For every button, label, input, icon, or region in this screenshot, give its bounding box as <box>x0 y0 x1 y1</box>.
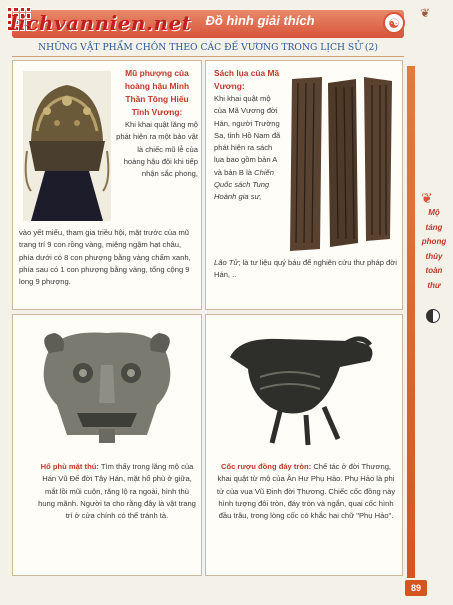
bronze-vessel-description: Chế tác ở đời Thương, khai quật từ mộ của Ân Hư Phụ Hảo. Phụ Hảo là phi tử của vua Vũ Đinh đời Thương. Chiếc cốc đồng này hình tượng đôi tròn, đáy tròn và ngắn, quai cốc hình đầu trâu, trong lòng cốc có khắc hai chữ "Phụ Hảo". <box>216 462 396 521</box>
crown-title: Mũ phượng của hoàng hậu Minh Thần Tông Hiếu Tĩnh Vương: <box>124 68 190 117</box>
silk-description-bottom: ; là tư liệu quý báu để nghiên cứu thư pháp đời Hán, .. <box>214 258 397 280</box>
yin-yang-icon: ☯ <box>383 12 405 34</box>
sidebar-label-line: thư <box>427 280 441 290</box>
crown-description-top: Khi khai quật lăng mộ phát hiện ra một bảo vật là chiếc mũ lễ của hoàng hậu đội khi tiếp nhận sắc phong, <box>116 120 198 179</box>
sidebar-label <box>420 206 448 293</box>
tiger-tally-description: Tìm thấy trong lăng mộ của Hán Vũ Đế đời Tây Hán, mặt hổ phù ở giữa, mắt lồi mũi cuộn, răng lộ ra ngoài, hình thù hung mãnh. Người ta cho rằng đây là vật trang trí ở cửa chính có thể tránh tà. <box>38 462 196 521</box>
sidebar-label-line: Mộ <box>428 208 440 217</box>
panel-tiger-tally <box>12 314 202 576</box>
sidebar-label-line: phong <box>421 237 447 246</box>
sidebar-label-line: thủy <box>425 251 443 261</box>
page-number: 89 <box>405 580 427 596</box>
silk-text-top <box>214 67 282 204</box>
silk-text-bottom <box>214 257 398 282</box>
page-heading: NHỮNG VẬT PHẨM CHÔN THEO CÁC ĐẾ VƯƠNG TRONG LỊCH SỬ (2) <box>38 42 378 53</box>
knot-ornament-icon: ❦ <box>421 190 433 206</box>
bronze-vessel-title: Cốc rượu đồng đáy tròn: <box>220 462 312 471</box>
sidebar-label-line: táng <box>425 222 443 232</box>
crown-description-bottom: vào yết miếu, tham gia triều hội, mặt trước của mũ trang trí 9 con rồng vàng, miệng ngậm hạt châu, phía dưới có 8 con phượng bằng vàng chấm xanh, phía sau có 1 con phượng bằng vàng, tổng cộng 9 long 9 phượng. <box>19 228 191 287</box>
yin-yang-icon <box>426 309 440 323</box>
crown-text-top <box>116 67 198 180</box>
section-title: Đồ hình giải thích <box>205 13 315 28</box>
tiger-tally-text <box>37 461 197 522</box>
heading-divider <box>12 56 404 57</box>
panel-silk-book <box>205 60 403 310</box>
knot-ornament-icon: ❦ <box>420 6 431 20</box>
silk-description-top: Khi khai quật mộ của Mã Vương đời Hán, người Trường Sa, tỉnh Hồ Nam đã phát hiện ra sách lụa bao gồm bản A và bản B là <box>214 94 281 177</box>
silk-manuscript-image <box>286 73 398 253</box>
phoenix-crown-image <box>23 71 111 221</box>
beast-face-tally-image <box>27 325 187 445</box>
sidebar-strip <box>407 66 415 578</box>
panel-bronze-vessel <box>205 314 403 576</box>
silk-book-title-2: Lão Tử <box>214 258 239 267</box>
panel-phoenix-crown <box>12 60 202 310</box>
bronze-vessel-text <box>216 461 396 522</box>
site-logo: lichvannien.net <box>10 11 192 35</box>
sidebar-label-line: toàn <box>425 266 443 275</box>
silk-title: Sách lụa của Mã Vương: <box>214 68 280 91</box>
bronze-vessel-image <box>220 327 392 449</box>
silk-book-title-1: Chiến Quốc sách Tung Hoành gia sư, <box>214 167 274 202</box>
tiger-tally-title: Hổ phù mặt thú: <box>40 462 99 471</box>
